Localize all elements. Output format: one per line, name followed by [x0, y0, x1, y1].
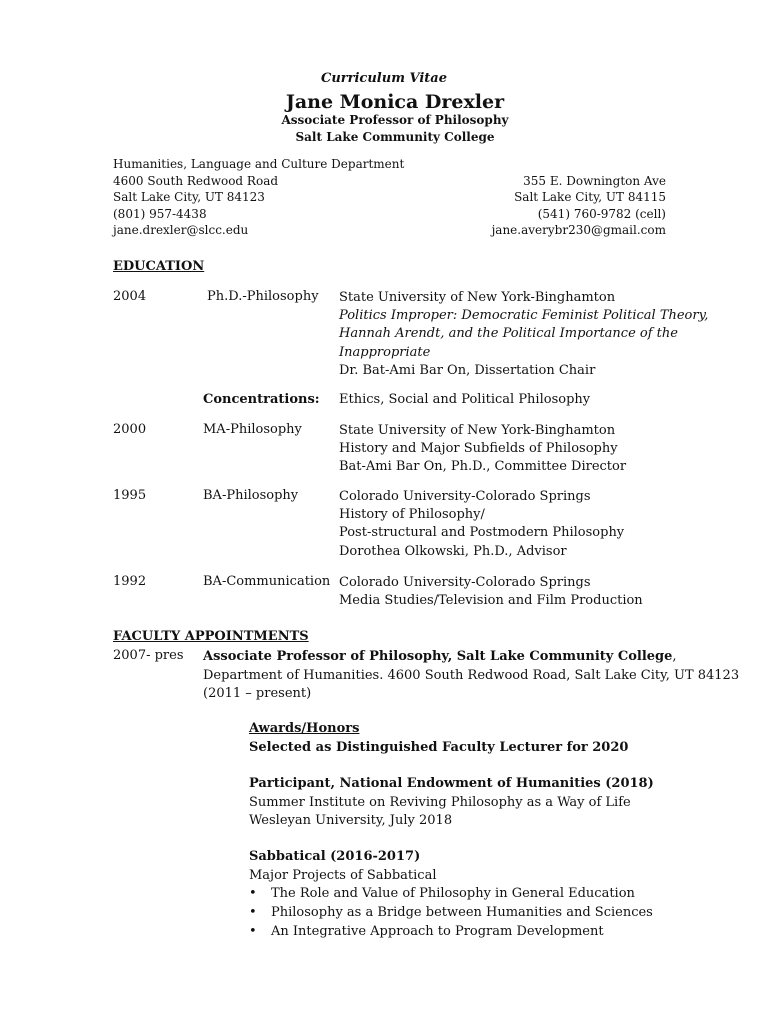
faculty-department: Department of Humanities. 4600 South Redwood Road, Salt Lake City, UT 84123 [203, 667, 740, 683]
education-year: 2004 [113, 289, 147, 304]
detail-line: Colorado University-Colorado Springs [339, 575, 591, 590]
bullet-icon: • [249, 905, 257, 920]
dissertation-chair: Dr. Bat-Ami Bar On, Dissertation Chair [339, 362, 596, 378]
list-item-text: An Integrative Approach to Program Development [271, 924, 604, 939]
list-item [249, 923, 653, 942]
sabbatical-subtitle: Major Projects of Sabbatical [249, 867, 437, 883]
school-name: State University of New York-Binghamton [339, 290, 616, 305]
detail-line: Post-structural and Postmodern Philosophy [339, 525, 625, 541]
education-heading: EDUCATION [113, 259, 205, 274]
dissertation-title-line: Inappropriate [339, 344, 431, 360]
education-entry-ba-philosophy [0, 488, 768, 564]
faculty-role-line [203, 648, 739, 667]
department-line: Humanities, Language and Culture Department [113, 157, 405, 171]
education-year: 2000 [113, 422, 147, 437]
education-details [339, 289, 708, 380]
detail-line: Dorothea Olkowski, Ph.D., Advisor [339, 543, 567, 559]
personal-email: jane.averybr230@gmail.com [491, 223, 666, 238]
awards-section [249, 720, 628, 757]
cell-phone: (541) 760-9782 (cell) [537, 206, 666, 221]
education-degree: BA-Communication [203, 574, 331, 589]
detail-line: History of Philosophy/ [339, 507, 485, 523]
neh-line: Wesleyan University, July 2018 [249, 813, 453, 828]
contact-right [492, 173, 666, 239]
contact-left [113, 156, 404, 239]
education-degree: MA-Philosophy [203, 422, 302, 437]
faculty-year: 2007- pres [113, 648, 184, 663]
faculty-dates: (2011 – present) [203, 686, 312, 701]
education-year: 1995 [113, 488, 147, 503]
education-year: 1992 [113, 574, 147, 589]
education-degree: BA-Philosophy [203, 488, 299, 503]
sabbatical-title: Sabbatical (2016-2017) [249, 849, 421, 864]
neh-line: Summer Institute on Reviving Philosophy as a Way of Life [249, 794, 631, 810]
education-entry-ma [0, 422, 768, 482]
person-name: Jane Monica Drexler [285, 91, 505, 113]
education-entry-phd [0, 289, 768, 379]
bullet-icon: • [249, 924, 257, 939]
home-address-city: Salt Lake City, UT 84115 [514, 190, 666, 205]
faculty-heading: FACULTY APPOINTMENTS [113, 629, 309, 644]
work-address-city: Salt Lake City, UT 84123 [113, 190, 265, 205]
position-title: Associate Professor of Philosophy [281, 113, 509, 127]
work-address-street: 4600 South Redwood Road [113, 173, 279, 188]
faculty-role: Associate Professor of Philosophy, Salt Lake Community College [203, 649, 673, 664]
award-item: Selected as Distinguished Faculty Lecturer for 2020 [249, 739, 629, 755]
detail-line: History and Major Subfields of Philosophy [339, 441, 618, 457]
list-item-text: The Role and Value of Philosophy in General Education [271, 886, 635, 901]
institution-name: Salt Lake Community College [295, 130, 495, 144]
faculty-role-tail: , [672, 649, 677, 664]
dissertation-title-line: Hannah Arendt, and the Political Importance of the [339, 326, 678, 342]
education-entry-ba-communication [0, 574, 768, 614]
sabbatical-projects-list [249, 885, 653, 942]
detail-line: Media Studies/Television and Film Production [339, 593, 643, 609]
list-item [249, 904, 653, 923]
sabbatical-section [249, 848, 653, 942]
neh-section [249, 775, 654, 831]
list-item-text: Philosophy as a Bridge between Humanities and Sciences [271, 905, 653, 920]
dissertation-title-line: Politics Improper: Democratic Feminist Political Theory, [339, 308, 709, 324]
awards-heading: Awards/Honors [249, 721, 360, 736]
neh-title: Participant, National Endowment of Humanities (2018) [249, 776, 654, 791]
education-details [339, 574, 643, 610]
cv-title: Curriculum Vitae [321, 71, 447, 86]
detail-line: Colorado University-Colorado Springs [339, 489, 591, 504]
bullet-icon: • [249, 886, 257, 901]
education-details [339, 422, 626, 477]
detail-line: State University of New York-Binghamton [339, 423, 616, 438]
education-details [339, 488, 624, 561]
list-item [249, 885, 653, 904]
detail-line: Bat-Ami Bar On, Ph.D., Committee Director [339, 459, 627, 475]
faculty-appointment [203, 648, 739, 704]
education-degree: Ph.D.-Philosophy [207, 289, 319, 304]
work-phone: (801) 957-4438 [113, 206, 207, 221]
concentrations-value: Ethics, Social and Political Philosophy [339, 392, 591, 407]
work-email: jane.drexler@slcc.edu [113, 223, 249, 238]
home-address-street: 355 E. Downington Ave [523, 173, 666, 188]
concentrations-label: Concentrations: [203, 392, 320, 407]
